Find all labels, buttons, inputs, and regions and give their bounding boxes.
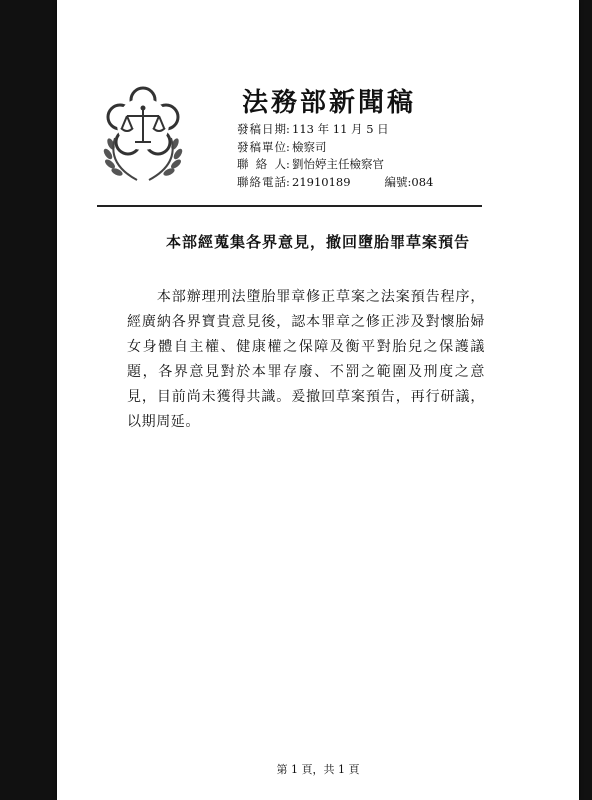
contact-label: 聯 絡 人 (237, 157, 286, 171)
phone-label: 聯絡電話 (237, 174, 286, 189)
release-unit-value: 檢察司 (292, 139, 327, 154)
page-title: 法務部新聞稿 (242, 88, 417, 118)
release-date-value: 113 年 11 月 5 日 (292, 122, 389, 136)
serial-value: 084 (411, 174, 434, 189)
phone-row: 聯絡電話 : 21910189 編號 : 084 (237, 174, 433, 192)
release-info (237, 121, 433, 191)
serial-label: 編號 (384, 174, 408, 189)
contact-row: 聯 絡 人 : 劉怡婷主任檢察官 (237, 156, 433, 174)
release-date-row: 發稿日期 : 113 年 11 月 5 日 (237, 121, 433, 139)
header-divider (97, 205, 482, 207)
body-paragraph (127, 285, 485, 435)
release-unit-row: 發稿單位 : 檢察司 (237, 139, 433, 157)
contact-value: 劉怡婷主任檢察官 (292, 157, 384, 171)
phone-value: 21910189 (292, 174, 351, 189)
release-unit-label: 發稿單位 (237, 139, 286, 154)
headline: 本部經蒐集各界意見，撤回墮胎罪草案預告 (165, 233, 470, 251)
document-page (57, 0, 579, 800)
body-text: 本部辦理刑法墮胎罪章修正草案之法案預告程序，經廣納各界寶貴意見後，認本罪章之修正涉及對懷胎婦女身體自主權、健康權之保障及衡平對胎兒之保護議題，各界意見對於本罪存廢、不罰之範圍及刑度之意見，目前尚未獲得共識。爰撤回草案預告，再行研議，以期周延。 (127, 289, 486, 430)
page-number-footer: 第 1 頁，共 1 頁 (276, 763, 360, 776)
ministry-of-justice-emblem-icon (97, 86, 189, 186)
release-date-label: 發稿日期 (237, 122, 286, 136)
